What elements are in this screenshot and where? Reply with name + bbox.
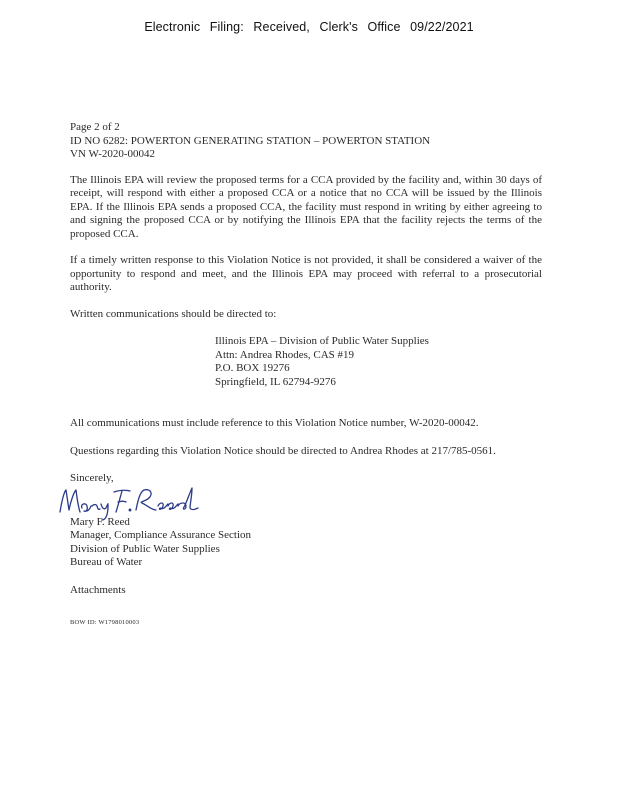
signer-division: Division of Public Water Supplies <box>70 542 220 555</box>
signer-title: Manager, Compliance Assurance Section <box>70 529 252 541</box>
address-line-2: Attn: Andrea Rhodes, CAS #19 <box>215 348 355 361</box>
violation-notice-number: VN W-2020-00042 <box>70 148 156 160</box>
facility-id-line: ID NO 6282: POWERTON GENERATING STATION – POWERTON STATION <box>70 134 431 147</box>
bow-id: BOW ID: W1798010003 <box>70 619 140 626</box>
paragraph-questions-contact: Questions regarding this Violation Notice should be directed to Andrea Rhodes at 217/785-0561. <box>70 444 496 457</box>
page-number: Page 2 of 2 <box>70 121 120 133</box>
signature-block <box>70 516 542 570</box>
paragraph-waiver: If a timely written response to this Violation Notice is not provided, it shall be considered a waiver of the opportunity to respond and meet, and the Illinois EPA may proceed with referral to a prosecutorial authority. <box>70 254 542 293</box>
paragraph-reference-number: All communications must include reference to this Violation Notice number, W-2020-00042. <box>70 417 479 429</box>
letter-page <box>70 121 542 627</box>
address-line-1: Illinois EPA – Division of Public Water Supplies <box>215 335 429 347</box>
filing-stamp: Electronic Filing: Received, Clerk's Office 09/22/2021 <box>144 20 474 34</box>
paragraph-written-communications: Written communications should be directed to: <box>70 307 277 320</box>
paragraph-cca-review: The Illinois EPA will review the proposed terms for a CCA provided by the facility and, within 30 days of receipt, will respond with either a proposed CCA or a notice that no CCA will be issued by the Illinois EPA. If the Illinois EPA sends a proposed CCA, the facility must respond in writing by either agreeing to and signing the proposed CCA or by notifying the Illinois EPA that the facility rejects the terms of the proposed CCA. <box>70 173 542 240</box>
handwritten-signature <box>56 482 216 522</box>
mailing-address <box>215 335 542 389</box>
attachments-label: Attachments <box>70 583 126 596</box>
address-line-3: P.O. BOX 19276 <box>215 362 290 374</box>
closing-salutation: Sincerely, <box>70 472 114 484</box>
signer-name: Mary F. Reed <box>70 515 130 528</box>
signer-bureau: Bureau of Water <box>70 556 143 568</box>
address-line-4: Springfield, IL 62794-9276 <box>215 375 336 388</box>
signature-area <box>70 486 542 516</box>
